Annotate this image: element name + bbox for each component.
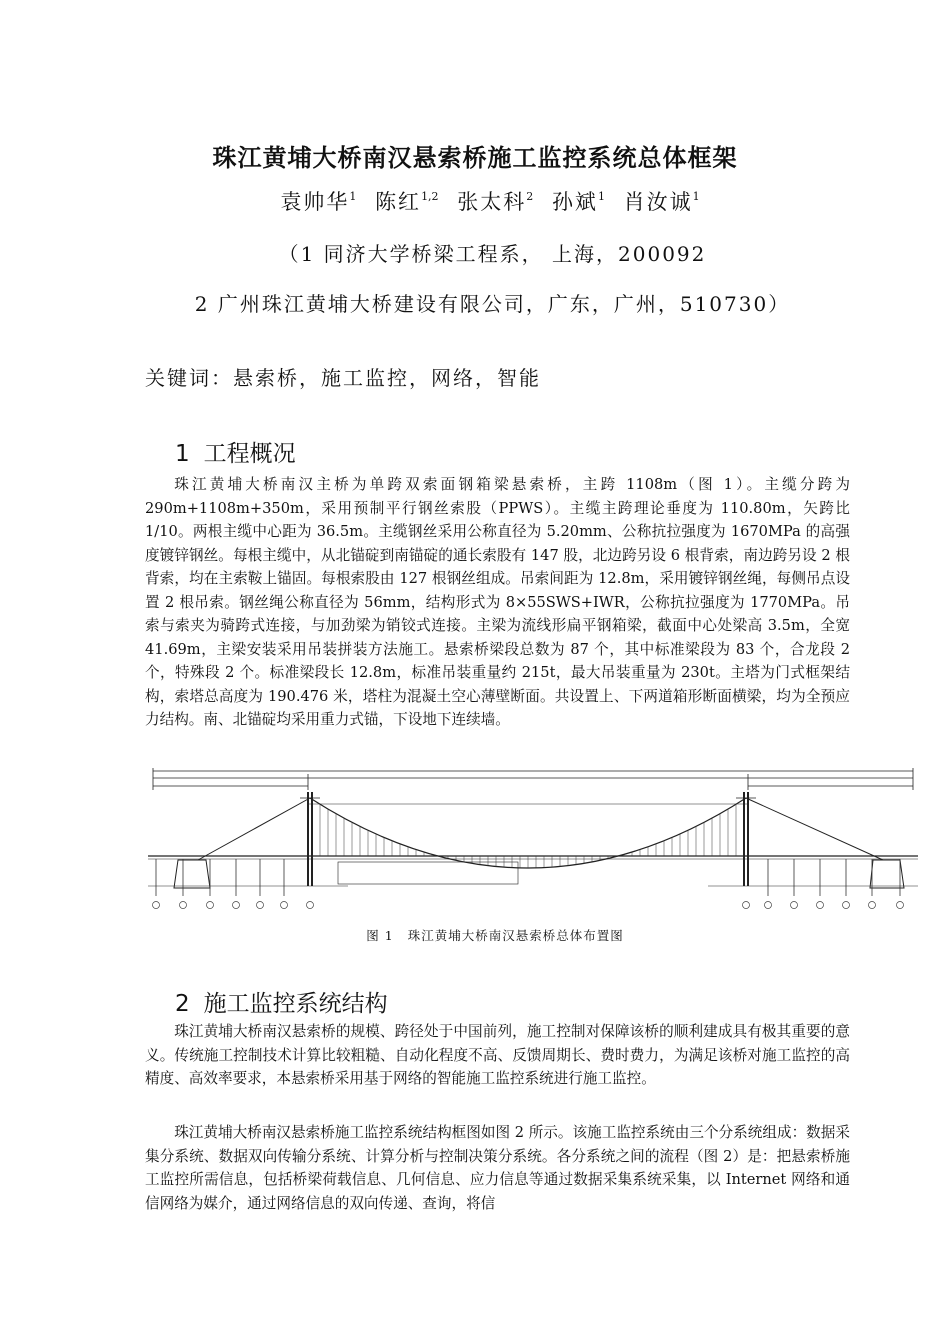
- pier-marker: [307, 902, 314, 909]
- author-name: 陈红: [375, 190, 422, 214]
- pier-marker: [843, 902, 850, 909]
- author-name: 肖汝诚: [623, 190, 693, 214]
- section-heading: [175, 985, 388, 1018]
- body-paragraph: 珠江黄埔大桥南汉主桥为单跨双索面钢箱梁悬索桥，主跨 1108m（图 1）。主缆分跨为 290m+1108m+350m，采用预制平行钢丝索股（PPWS）。主缆主跨理论垂度为 110.80m，矢跨比 1/10。两根主缆中心距为 36.5m。主缆钢丝采用公称直径为 5.20mm、公称抗拉强度为 1670MPa 的高强度镀锌钢丝。每根主缆中，从北锚碇到南锚碇的通长索股有 147 股，北边跨另设 6 根背索，南边跨另设 2 根背索，均在主索鞍上锚固。每根索股由 127 根钢丝组成。吊索间距为 12.8m，采用镀锌钢丝绳，每侧吊点设置 2 根吊索。钢丝绳公称直径为 56mm，结构形式为 8×55SWS+IWR，公称抗拉强度为 1770MPa。吊索与索夹为骑跨式连接，与加劲梁为销铰式连接。主梁为流线形扁平钢箱梁，截面中心处梁高 3.5m，全宽 41.69m，主梁安装采用吊装拼装方法施工。悬索桥梁段总数为 87 个，其中标准梁段为 83 个，合龙段 2 个，特殊段 2 个。标准梁段长 12.8m，标准吊装重量约 215t，最大吊装重量为 230t。主塔为门式框架结构，索塔总高度为 190.476 米，塔柱为混凝土空心薄壁断面。共设置上、下两道箱形断面横梁，均为全预应力结构。南、北锚碇均采用重力式锚，下设地下连续墙。: [145, 476, 850, 728]
- body-paragraph: 珠江黄埔大桥南汉悬索桥施工监控系统结构框图如图 2 所示。该施工监控系统由三个分系统组成：数据采集分系统、数据双向传输分系统、计算分析与控制决策分系统。各分系统之间的流程（图 2）是：把悬索桥施工监控所需信息，包括桥梁荷载信息、几何信息、应力信息等通过数据采集系统采集，以 Internet 网络和通信网络为媒介，通过网络信息的双向传递、查询，将信: [145, 1124, 850, 1212]
- pier-marker: [281, 902, 288, 909]
- body-paragraph: 珠江黄埔大桥南汉悬索桥的规模、跨径处于中国前列，施工控制对保障该桥的顺利建成具有极其重要的意义。传统施工控制技术计算比较粗糙、自动化程度不高、反馈周期长、费时费力，为满足该桥对施工监控的高精度、高效率要求，本悬索桥采用基于网络的智能施工监控系统进行施工监控。: [145, 1023, 850, 1087]
- pier-marker: [765, 902, 772, 909]
- pier-marker: [817, 902, 824, 909]
- pier-marker: [791, 902, 798, 909]
- keywords: 关键词：悬索桥，施工监控，网络，智能: [145, 366, 541, 390]
- paper-title: 珠江黄埔大桥南汉悬索桥施工监控系统总体框架: [212, 144, 738, 172]
- pier-marker: [869, 902, 876, 909]
- affiliation-line: （1 同济大学桥梁工程系， 上海，200092: [278, 242, 707, 266]
- pier-marker: [180, 902, 187, 909]
- figure-caption: [0, 926, 950, 944]
- section-heading: [175, 435, 296, 468]
- bridge-layout-drawing: [148, 768, 918, 913]
- affiliation-line: 2 广州珠江黄埔大桥建设有限公司，广东，广州，510730）: [194, 292, 791, 316]
- pier-marker: [233, 902, 240, 909]
- author-affiliation-mark: 1: [597, 190, 605, 203]
- figure-caption-text: 珠江黄埔大桥南汉悬索桥总体布置图: [407, 928, 624, 943]
- author-affiliation-mark: 1: [349, 190, 357, 203]
- figure-number: 图 1: [366, 928, 394, 943]
- pier-marker: [207, 902, 214, 909]
- pier-marker: [743, 902, 750, 909]
- pier-marker: [897, 902, 904, 909]
- pier-marker: [257, 902, 264, 909]
- author-list: [0, 186, 950, 216]
- section-number: 2: [175, 991, 190, 1017]
- pier-marker: [153, 902, 160, 909]
- section-title: 施工监控系统结构: [203, 991, 388, 1017]
- section-number: 1: [175, 441, 190, 467]
- section-title: 工程概况: [203, 441, 296, 467]
- author-name: 张太科: [457, 190, 527, 214]
- author-name: 袁帅华: [280, 190, 350, 214]
- author-name: 孙斌: [551, 190, 598, 214]
- author-affiliation-mark: 1,2: [421, 190, 439, 203]
- author-affiliation-mark: 2: [526, 190, 534, 203]
- author-affiliation-mark: 1: [692, 190, 700, 203]
